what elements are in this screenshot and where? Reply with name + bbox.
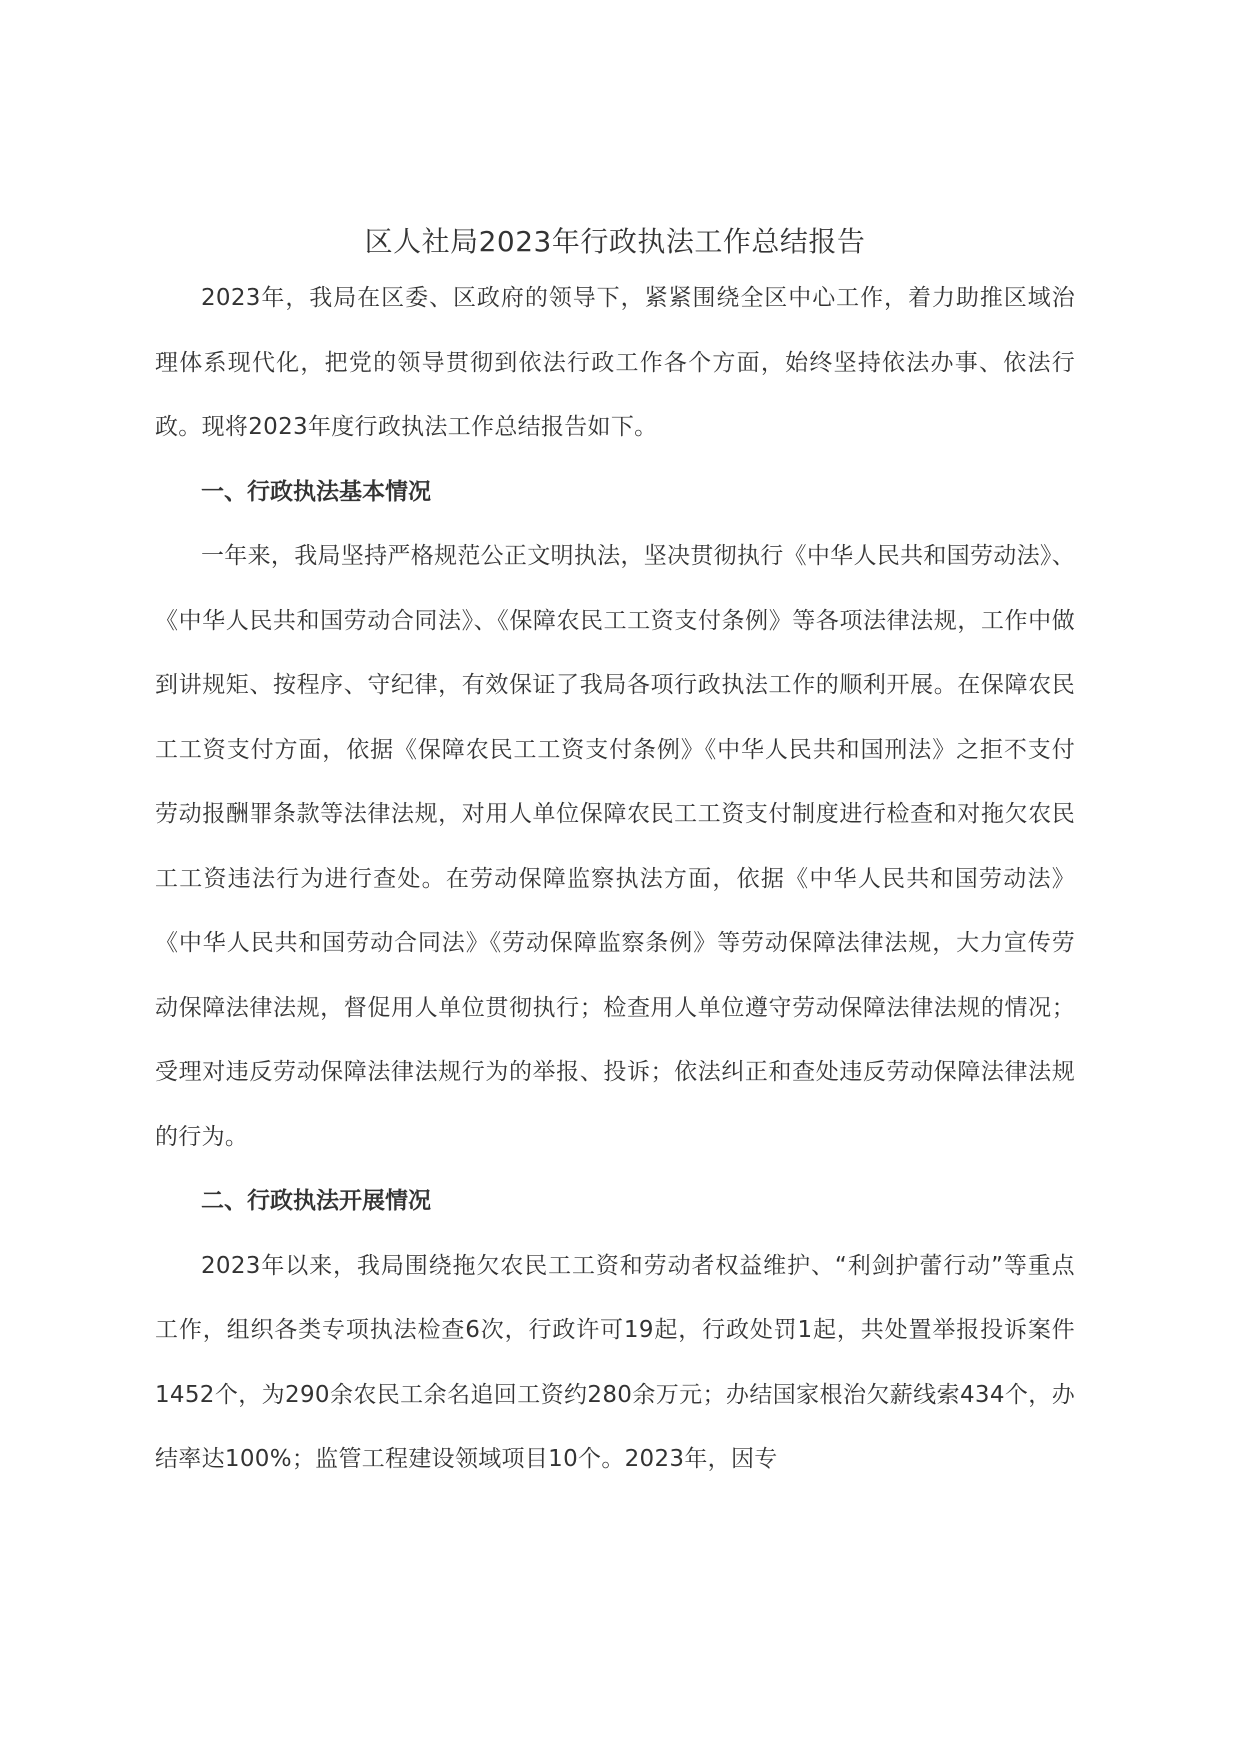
document-title: 区人社局2023年行政执法工作总结报告 <box>364 225 866 258</box>
intro-paragraph: 2023年，我局在区委、区政府的领导下，紧紧围绕全区中心工作，着力助推区域治理体系现代化，把党的领导贯彻到依法行政工作各个方面，始终坚持依法办事、依法行政。现将2023年度行政执法工作总结报告如下。 <box>155 285 1075 440</box>
section-2-heading: 二、行政执法开展情况 <box>201 1188 431 1214</box>
section-2-body: 2023年以来，我局围绕拖欠农民工工资和劳动者权益维护、“利剑护蕾行动”等重点工作，组织各类专项执法检查6次，行政许可19起，行政处罚1起，共处置举报投诉案件1452个，为290余农民工余名追回工资约280余万元；办结国家根治欠薪线索434个，办结率达100%；监管工程建设领域项目10个。2023年，因专 <box>155 1252 1075 1472</box>
section-1-body: 一年来，我局坚持严格规范公正文明执法，坚决贯彻执行《中华人民共和国劳动法》、《中华人民共和国劳动合同法》、《保障农民工工资支付条例》等各项法律法规，工作中做到讲规矩、按程序、守纪律，有效保证了我局各项行政执法工作的顺利开展。在保障农民工工资支付方面，依据《保障农民工工资支付条例》《中华人民共和国刑法》之拒不支付劳动报酬罪条款等法律法规，对用人单位保障农民工工资支付制度进行检查和对拖欠农民工工资违法行为进行查处。在劳动保障监察执法方面，依据《中华人民共和国劳动法》《中华人民共和国劳动合同法》《劳动保障监察条例》等劳动保障法律法规，大力宣传劳动保障法律法规，督促用人单位贯彻执行；检查用人单位遵守劳动保障法律法规的情况；受理对违反劳动保障法律法规行为的举报、投诉；依法纠正和查处违反劳动保障法律法规的行为。 <box>155 543 1075 1150</box>
section-1-heading: 一、行政执法基本情况 <box>201 478 431 505</box>
document-body <box>155 222 1075 1492</box>
